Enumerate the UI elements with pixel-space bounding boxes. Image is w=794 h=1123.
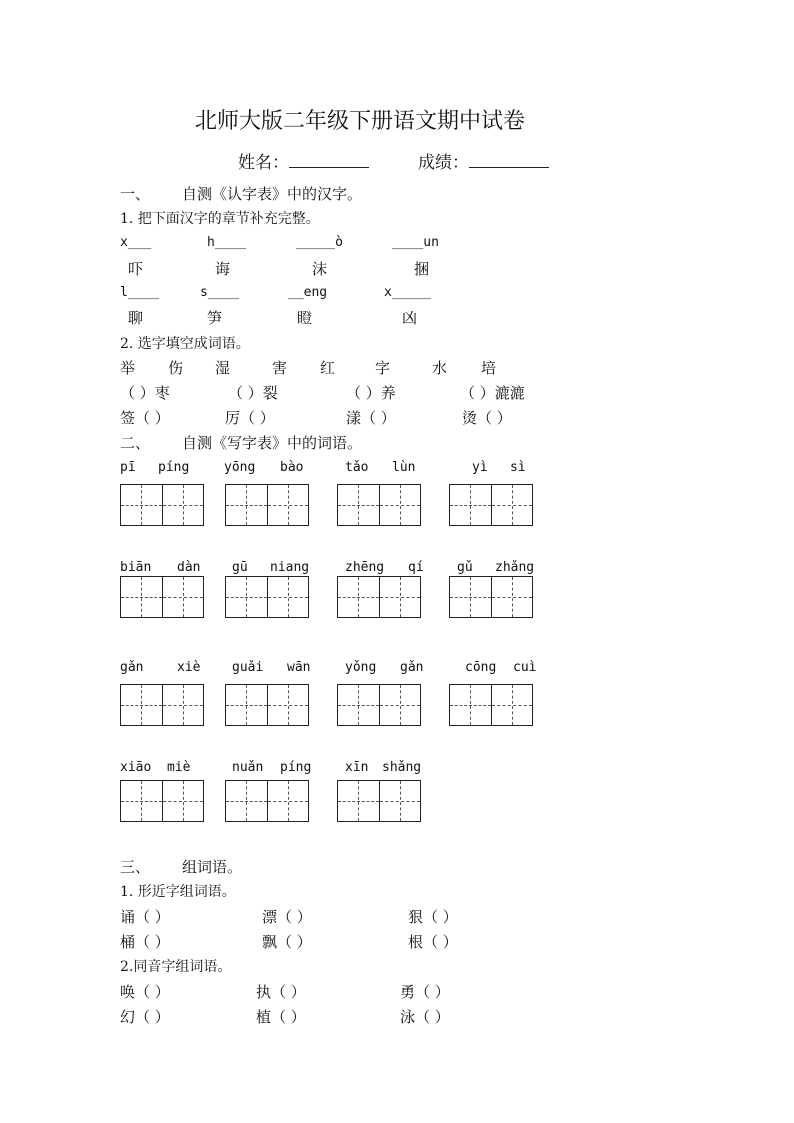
pinyin-label: yǒng [345,660,377,675]
writing-box-pair[interactable] [449,484,533,526]
fill-blank-item[interactable]: 烫（ ） [462,409,512,427]
word-blank-item[interactable]: 泳（ ） [400,1008,450,1026]
fill-blank-item[interactable]: （ ）养 [346,384,396,402]
writing-box-pair[interactable] [225,576,309,618]
pinyin-blank: s____ [200,285,240,300]
pinyin-label: xīn [345,760,369,775]
pinyin-blank: x_____ [384,285,431,300]
fill-blank-item[interactable]: （ ）裂 [228,384,278,402]
page-title: 北师大版二年级下册语文期中试卷 [194,109,525,134]
word-blank-item[interactable]: 桶（ ） [120,933,170,951]
pinyin-label: píng [280,760,312,775]
pinyin-label: wān [287,660,311,675]
word-blank-item[interactable]: 幻（ ） [120,1008,170,1026]
word-blank-item[interactable]: 植（ ） [256,1008,306,1026]
word-blank-item[interactable]: 诵（ ） [120,908,170,926]
pinyin-label: gǔ [457,560,473,575]
writing-box-pair[interactable] [337,780,421,822]
pinyin-label: zhǎng [495,560,535,575]
pinyin-label: xiāo [120,760,152,775]
pinyin-label: gū [232,560,248,575]
writing-box-pair[interactable] [225,780,309,822]
hanzi: 诲 [215,260,231,278]
score-label: 成绩： [418,153,469,173]
part1-q1-title: 1. 把下面汉字的章节补充完整。 [120,211,320,227]
fill-blank-item[interactable]: （ ）漉漉 [460,384,525,402]
pinyin-label: nuǎn [232,760,264,775]
name-label: 姓名： [238,153,289,173]
fill-blank-item[interactable]: 签（ ） [120,409,170,427]
word-blank-item[interactable]: 飘（ ） [262,933,312,951]
score-field [418,148,549,173]
part1-q2-title: 2. 选字填空成词语。 [120,336,250,352]
pinyin-label: tǎo [345,460,369,475]
pinyin-label: gǎn [400,660,424,675]
pinyin-blank: l____ [120,285,160,300]
writing-box-pair[interactable] [120,684,204,726]
word-blank-item[interactable]: 唤（ ） [120,983,170,1001]
writing-box-pair[interactable] [449,576,533,618]
pinyin-label: zhēng [345,560,385,575]
hanzi: 瞪 [297,309,313,327]
part3-heading: 组词语。 [182,858,243,876]
word-blank-item[interactable]: 执（ ） [256,983,306,1001]
choice-char: 培 [481,359,497,377]
name-blank[interactable] [289,153,369,168]
pinyin-label: cōng [465,660,497,675]
pinyin-blank: x___ [120,235,152,250]
part1-heading-num: 一、 [120,185,151,203]
choice-char: 字 [375,359,391,377]
hanzi: 聊 [128,309,144,327]
writing-box-pair[interactable] [225,484,309,526]
pinyin-label: miè [167,760,191,775]
pinyin-label: gǎn [120,660,144,675]
pinyin-label: sì [510,460,526,475]
pinyin-blank: h____ [207,235,247,250]
word-blank-item[interactable]: 狠（ ） [408,908,458,926]
part2-heading: 自测《写字表》中的词语。 [182,434,363,452]
choice-char: 举 [120,359,136,377]
word-blank-item[interactable]: 漂（ ） [262,908,312,926]
fill-blank-item[interactable]: 厉（ ） [225,409,275,427]
writing-box-pair[interactable] [120,576,204,618]
pinyin-label: yì [472,460,488,475]
pinyin-blank: ____un [392,235,439,250]
writing-box-pair[interactable] [225,684,309,726]
hanzi: 凶 [402,309,418,327]
score-blank[interactable] [469,153,549,168]
pinyin-label: pī [120,460,136,475]
writing-box-pair[interactable] [337,484,421,526]
writing-box-pair[interactable] [337,576,421,618]
choice-char: 红 [320,359,336,377]
pinyin-blank: __eng [288,285,328,300]
pinyin-label: dàn [177,560,201,575]
pinyin-label: qí [408,560,424,575]
name-field [238,148,369,173]
pinyin-label: guǎi [232,660,264,675]
hanzi: 沫 [312,260,328,278]
pinyin-label: niang [270,560,310,575]
pinyin-label: xiè [177,660,201,675]
pinyin-label: píng [158,460,190,475]
choice-char: 伤 [168,359,184,377]
choice-char: 害 [272,359,288,377]
part1-heading: 自测《认字表》中的汉字。 [182,185,363,203]
pinyin-label: cuì [513,660,537,675]
word-blank-item[interactable]: 根（ ） [408,933,458,951]
choice-char: 湿 [215,359,231,377]
pinyin-label: shǎng [382,760,422,775]
writing-box-pair[interactable] [337,684,421,726]
hanzi: 笋 [207,309,223,327]
hanzi: 捆 [414,260,430,278]
part3-q1-title: 1. 形近字组词语。 [120,884,236,900]
choice-char: 水 [432,359,448,377]
writing-box-pair[interactable] [120,780,204,822]
fill-blank-item[interactable]: （ ）枣 [120,384,170,402]
pinyin-label: lùn [392,460,416,475]
pinyin-label: yōng [224,460,256,475]
pinyin-label: biān [120,560,152,575]
hanzi: 吓 [128,260,144,278]
writing-box-pair[interactable] [449,684,533,726]
part2-heading-num: 二、 [120,434,151,452]
pinyin-blank: _____ò [296,235,343,250]
word-blank-item[interactable]: 勇（ ） [400,983,450,1001]
fill-blank-item[interactable]: 漾（ ） [346,409,396,427]
pinyin-label: bào [280,460,304,475]
part3-heading-num: 三、 [120,858,151,876]
writing-box-pair[interactable] [120,484,204,526]
part3-q2-title: 2.同音字组词语。 [120,959,232,975]
